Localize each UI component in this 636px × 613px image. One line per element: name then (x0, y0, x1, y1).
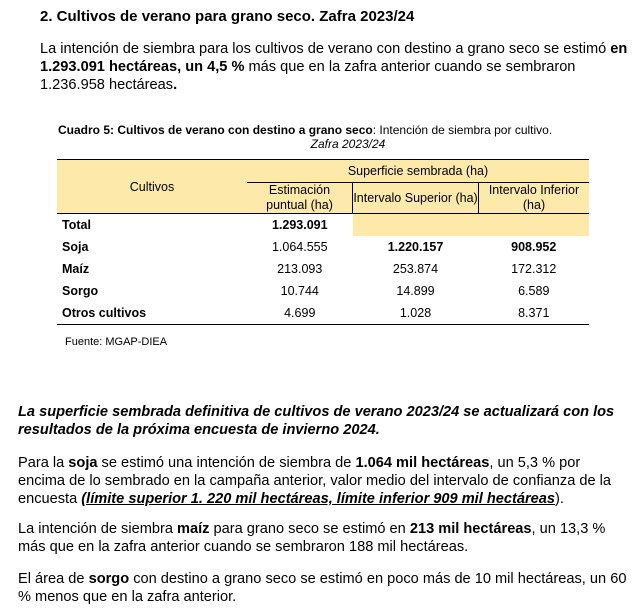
row-inferior: 172.312 (511, 262, 557, 276)
crops-table (57, 159, 589, 325)
soja-text-e: , un 5,3 % por encima de lo sembrado en la campaña anterior, valor medio del intervalo de confianza de la encuesta (18, 455, 612, 507)
header-superior: Intervalo Superior (ha) (353, 183, 479, 214)
intro-paragraph (40, 40, 630, 94)
caption-rest: : Intención de siembra por cultivo. (372, 123, 553, 137)
row-superior: 253.874 (392, 262, 439, 276)
row-inferior (479, 214, 590, 237)
row-inferior: 6.589 (518, 284, 550, 298)
soja-text-c: se estimó una intención de siembra de (97, 455, 356, 471)
table-row (57, 236, 589, 258)
table-row (57, 280, 589, 302)
table-row (57, 258, 589, 280)
intro-highlight: en 1.293.091 hectáreas, un 4,5 % (40, 41, 628, 75)
section-heading: 2. Cultivos de verano para grano seco. Zafra 2023/24 (40, 8, 415, 25)
row-name: Soja (62, 240, 89, 254)
soja-text-g: ). (555, 491, 564, 507)
row-name: Maíz (62, 262, 90, 276)
intro-end: . (173, 77, 178, 93)
soja-paragraph (18, 454, 628, 508)
soja-value: 1.064 mil hectáreas (355, 455, 490, 471)
row-estimacion: 1.293.091 (247, 214, 353, 237)
sorgo-text-a: El área de (18, 571, 89, 587)
soja-interval: (límite superior 1. 220 mil hectáreas, límite inferior 909 mil hectáreas (81, 491, 555, 507)
row-name: Total (57, 214, 247, 237)
row-superior: 1.220.157 (387, 240, 444, 254)
maiz-text-a: La intención de siembra (18, 521, 178, 537)
table-row (57, 302, 589, 325)
header-superficie: Superficie sembrada (ha) (247, 160, 589, 183)
note-paragraph: La superficie sembrada definitiva de cultivos de verano 2023/24 se actualizará con los resultados de la próxima encuesta de invierno 2024. (18, 404, 615, 438)
row-superior: 14.899 (396, 284, 435, 298)
intro-text-2: más que en la zafra anterior cuando se sembraron 1.236.958 hectáreas (40, 59, 576, 93)
sorgo-paragraph (18, 570, 628, 606)
maiz-text-c: para grano seco se estimó en (209, 521, 410, 537)
row-inferior: 8.371 (479, 302, 590, 325)
table-row (57, 214, 589, 237)
table-source: Fuente: MGAP-DIEA (65, 336, 168, 348)
caption-title: Cuadro 5: Cultivos de verano con destino a grano seco (58, 123, 373, 137)
header-estimacion: Estimación puntual (ha) (247, 183, 353, 214)
sorgo-text-c: con destino a grano seco se estimó en poco más de 10 mil hectáreas, un 60 % menos que en la zafra anterior. (18, 571, 627, 605)
maiz-crop: maíz (177, 521, 210, 537)
table-caption (58, 123, 618, 151)
row-superior: 1.028 (353, 302, 479, 325)
soja-text-a: Para la (18, 455, 69, 471)
caption-subtitle: Zafra 2023/24 (310, 137, 386, 151)
row-estimacion: 4.699 (247, 302, 353, 325)
maiz-value: 213 mil hectáreas (409, 521, 532, 537)
header-cultivos: Cultivos (57, 160, 247, 214)
header-inferior: Intervalo Inferior (ha) (479, 183, 590, 214)
maiz-text-e: , un 13,3 % más que en la zafra anterior cuando se sembraron 188 mil hectáreas. (18, 521, 606, 555)
row-estimacion: 10.744 (280, 284, 319, 298)
row-name: Sorgo (62, 284, 99, 298)
maiz-paragraph (18, 520, 628, 556)
intro-text-1: La intención de siembra para los cultivos de verano con destino a grano seco se estimó (40, 41, 611, 57)
soja-crop: soja (68, 455, 98, 471)
row-estimacion: 213.093 (277, 262, 323, 276)
row-superior (353, 214, 479, 237)
row-name: Otros cultivos (57, 302, 247, 325)
sorgo-crop: sorgo (88, 571, 130, 587)
row-estimacion: 1.064.555 (271, 240, 328, 254)
row-inferior: 908.952 (511, 240, 557, 254)
